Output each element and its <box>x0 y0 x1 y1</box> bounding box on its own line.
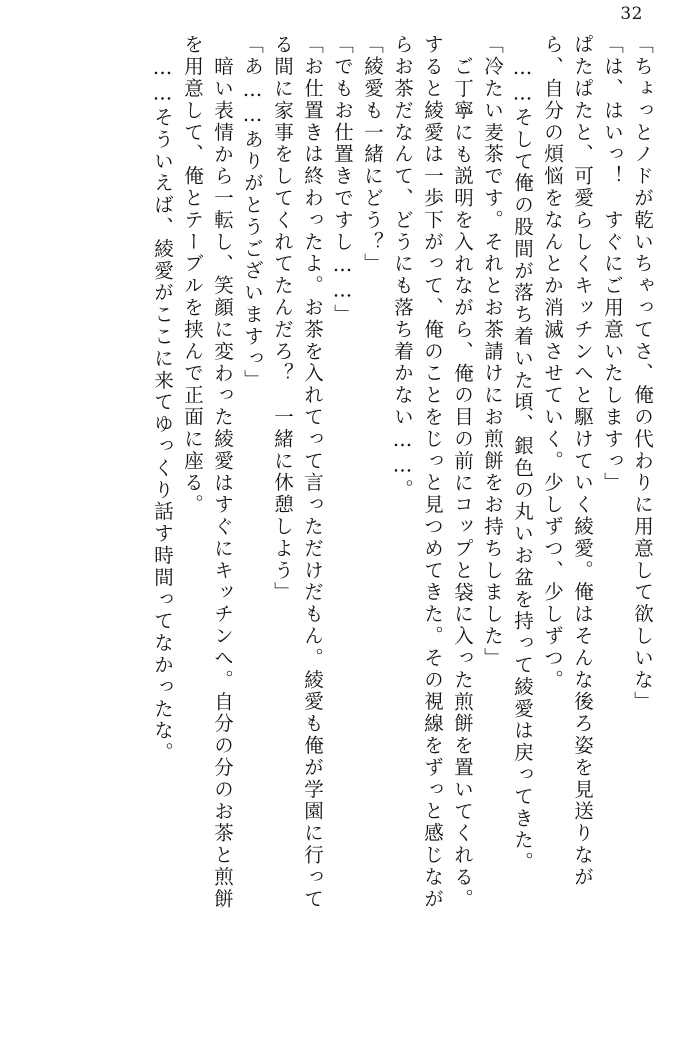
page-number: 32 <box>620 4 643 24</box>
text-line: 「は、はいっ！ すぐにご用意いたしますっ」 <box>601 34 624 494</box>
text-line: 「あ……ありがとうございますっ」 <box>241 34 264 392</box>
text-line: 暗い表情から一転し、笑顔に変わった綾愛はすぐにキッチンへ。自分の分のお茶と煎餅 <box>211 56 234 911</box>
text-line: 「ちょっとノドが乾いちゃってさ、俺の代わりに用意して欲しいな」 <box>631 34 654 713</box>
text-line: すると綾愛は一歩下がって、俺のことをじっと見つめてきた。その視線をずっと感じなが <box>421 34 444 910</box>
text-line: ぱたぱたと、可愛らしくキッチンへと駆けていく綾愛。俺はそんな後ろ姿を見送りなが <box>571 34 594 889</box>
vertical-text-body <box>18 34 657 1036</box>
text-line: 「冷たい麦茶です。それとお茶請けにお煎餅をお持ちしました」 <box>481 34 504 670</box>
text-line: らお茶だなんて、どうにも落ち着かない……。 <box>391 34 414 501</box>
text-line: ……そして俺の股間が落ち着いた頃、銀色の丸いお盆を持って綾愛は戻ってきた。 <box>511 56 534 874</box>
text-line: ……そういえば、綾愛がここに来てゆっくり話す時間ってなかったな。 <box>151 56 174 764</box>
text-line: 「お仕置きは終わったよ。お茶を入れてって言っただけだもん。綾愛も俺が学園に行って <box>301 34 324 910</box>
text-line: ご丁寧にも説明を入れながら、俺の目の前にコップと袋に入った煎餅を置いてくれる。 <box>451 56 474 911</box>
text-line: る間に家事をしてくれてたんだろ？ 一緒に休憩しよう」 <box>271 34 294 604</box>
text-line: を用意して、俺とテーブルを挟んで正面に座る。 <box>181 34 204 516</box>
text-line: 「でもお仕置きですし……」 <box>331 34 354 326</box>
text-line: ら、自分の煩悩をなんとか消滅させていく。少しずつ、少しずつ。 <box>541 34 564 691</box>
text-line: 「綾愛も一緒にどう？」 <box>361 34 384 275</box>
